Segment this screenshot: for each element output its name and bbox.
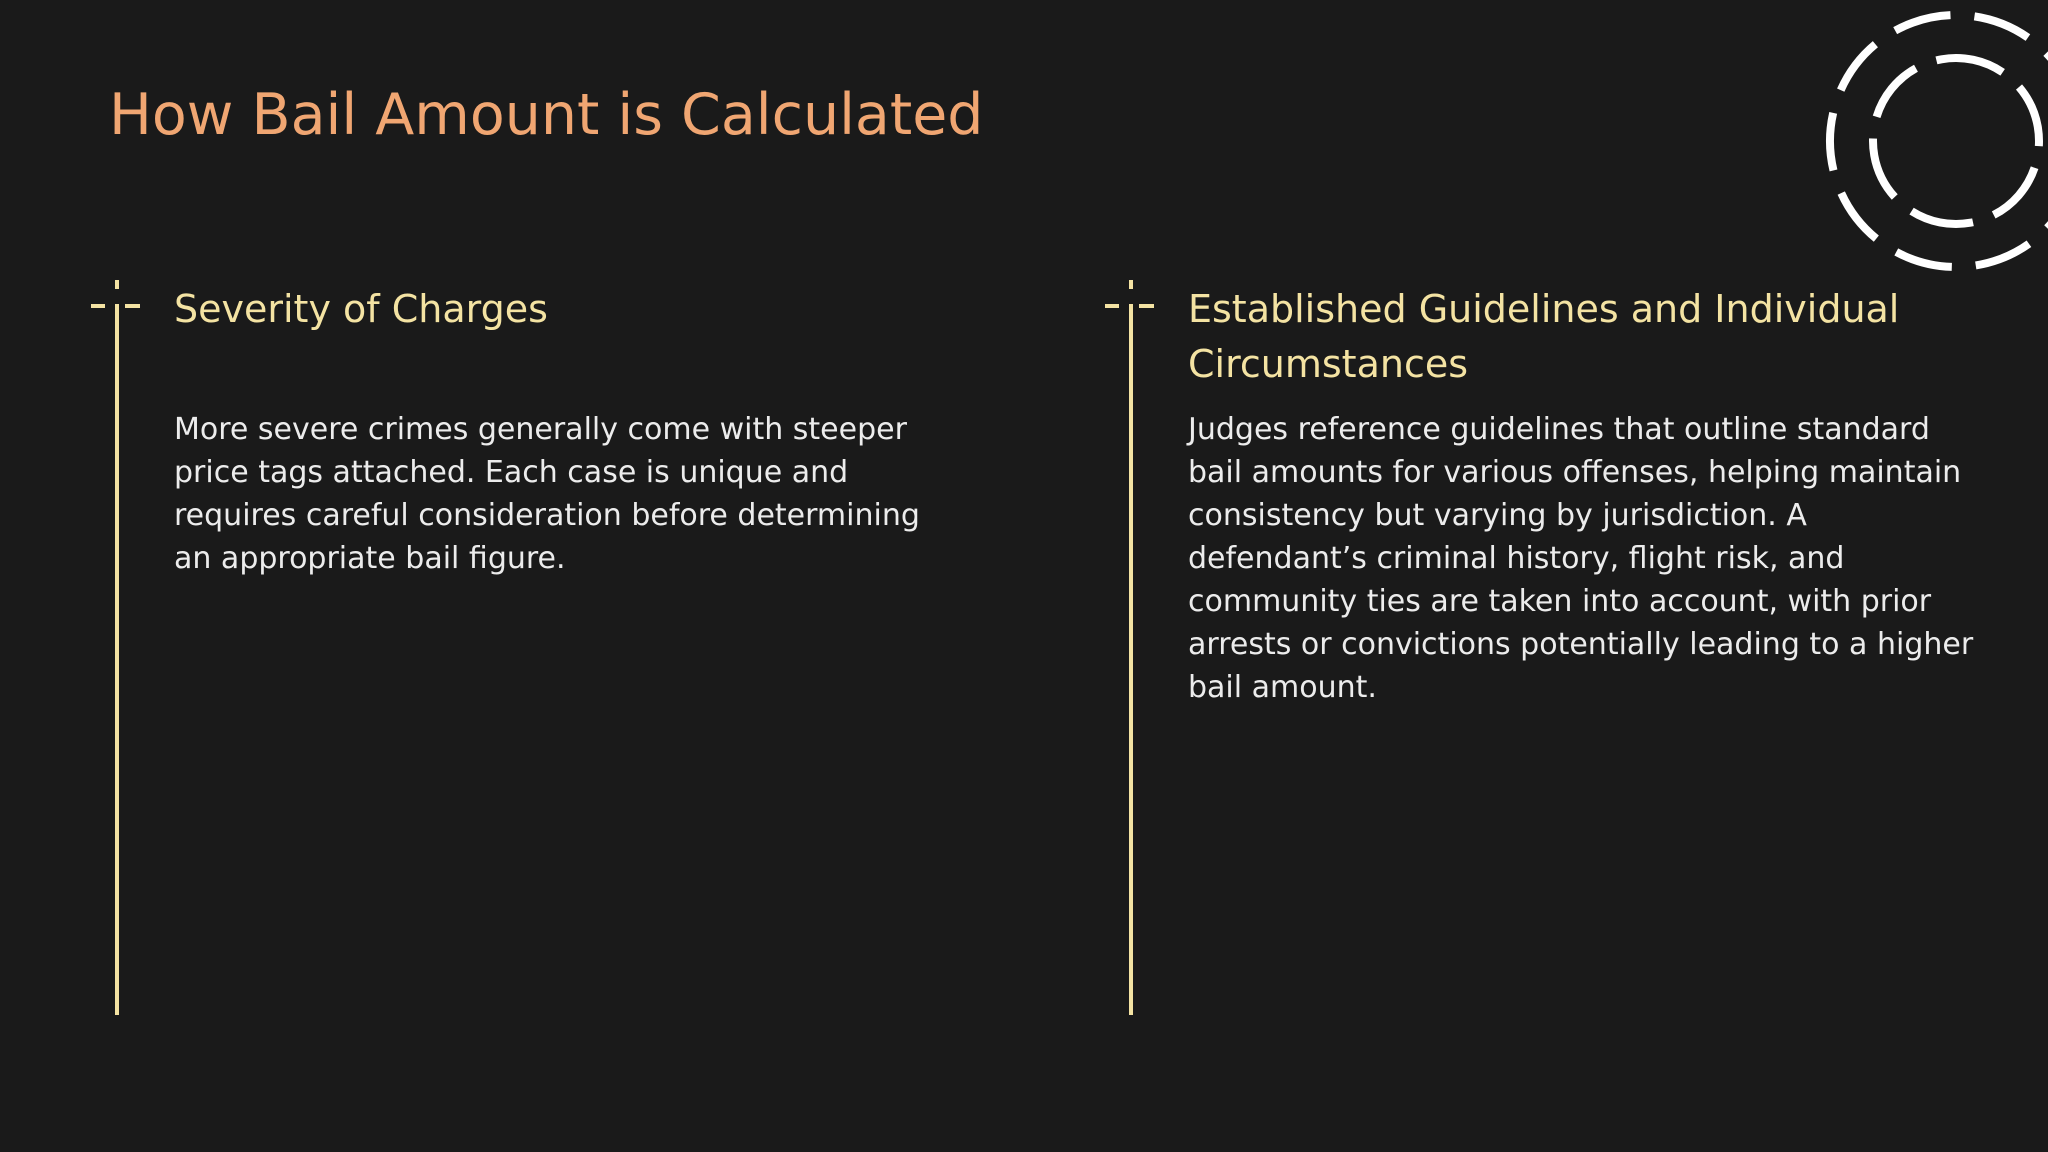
- column-heading: Severity of Charges: [174, 287, 548, 331]
- slide-title: How Bail Amount is Calculated: [109, 82, 984, 148]
- column-body-text: More severe crimes generally come with steeper price tags attached. Each case is unique and requires careful consideration before determining an appropriate bail figure.: [174, 412, 920, 576]
- crosshair-marker-icon: [1100, 280, 1160, 1015]
- crosshair-marker-icon: [86, 280, 146, 1015]
- column-guidelines: [1100, 280, 2000, 1015]
- dashed-circles-icon: [1820, 0, 2048, 290]
- column-severity: [86, 280, 986, 1015]
- column-heading: Established Guidelines and Individual Circumstances: [1188, 287, 1900, 386]
- column-body-text: Judges reference guidelines that outline standard bail amounts for various offenses, helping maintain consistency but varying by jurisdiction. A defendant’s criminal history, flight risk, and community ties are taken into account, with prior arrests or convictions potentially leading to a higher bail amount.: [1188, 412, 1974, 705]
